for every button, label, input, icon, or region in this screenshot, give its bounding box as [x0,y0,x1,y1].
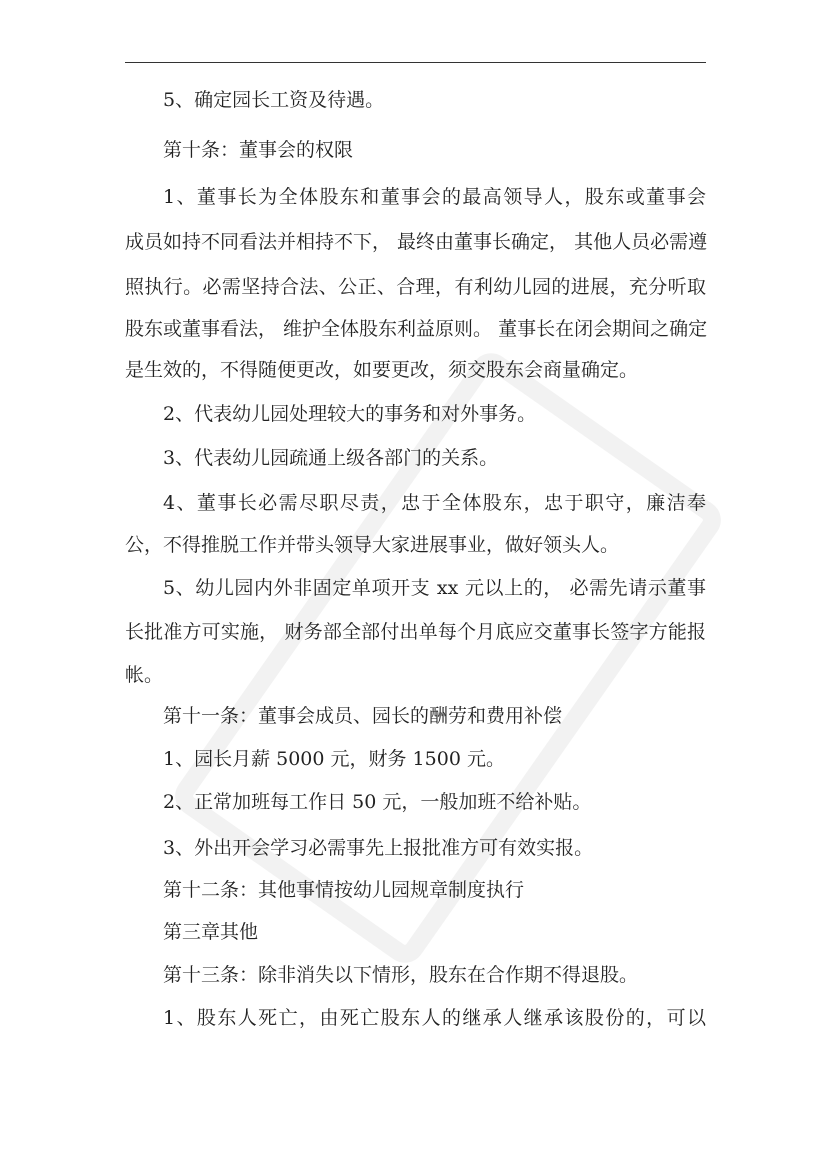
text-line: 1、董事长为全体股东和董事会的最高领导人，股东或董事会 [163,186,706,208]
text-line: 长批准方可实施， 财务部全部付出单每个月底应交董事长签字方能报 [125,621,706,643]
text-line: 帐。 [125,664,164,686]
section-heading: 第十三条：除非消失以下情形，股东在合作期不得退股。 [163,964,639,986]
text-line: 是生效的，不得随便更改，如要更改，须交股东会商量确定。 [125,359,639,381]
text-line: 2、代表幼儿园处理较大的事务和对外事务。 [163,403,537,425]
section-heading: 第十二条：其他事情按幼儿园规章制度执行 [163,879,525,901]
header-rule [125,62,706,63]
text-line: 成员如持不同看法并相持不下， 最终由董事长确定， 其他人员必需遵 [125,231,708,253]
text-line: 4、董事长必需尽职尽责，忠于全体股东，忠于职守，廉洁奉 [163,492,706,514]
chapter-heading: 第三章其他 [163,921,259,943]
text-line: 公，不得推脱工作并带头领导大家进展事业，做好领头人。 [125,534,620,556]
text-line: 股东或董事看法， 维护全体股东利益原则。 董事长在闭会期间之确定 [125,318,708,340]
text-line: 1、股东人死亡，由死亡股东人的继承人继承该股份的，可以 [163,1007,706,1029]
text-line: 2、正常加班每工作日 50 元，一般加班不给补贴。 [163,791,592,813]
text-line: 照执行。必需坚持合法、公正、合理，有利幼儿园的进展，充分听取 [125,276,706,298]
text-line: 3、外出开会学习必需事先上报批准方可有效实报。 [163,837,594,859]
watermark [167,345,728,970]
text-line: 3、代表幼儿园疏通上级各部门的关系。 [163,447,499,469]
text-line: 5、幼儿园内外非固定单项开支 xx 元以上的， 必需先请示董事 [163,577,706,599]
text-line: 1、园长月薪 5000 元，财务 1500 元。 [163,748,505,770]
section-heading: 第十一条：董事会成员、园长的酬劳和费用补偿 [163,705,563,727]
section-heading: 第十条：董事会的权限 [163,139,354,161]
text-line: 5、确定园长工资及待遇。 [163,89,385,111]
